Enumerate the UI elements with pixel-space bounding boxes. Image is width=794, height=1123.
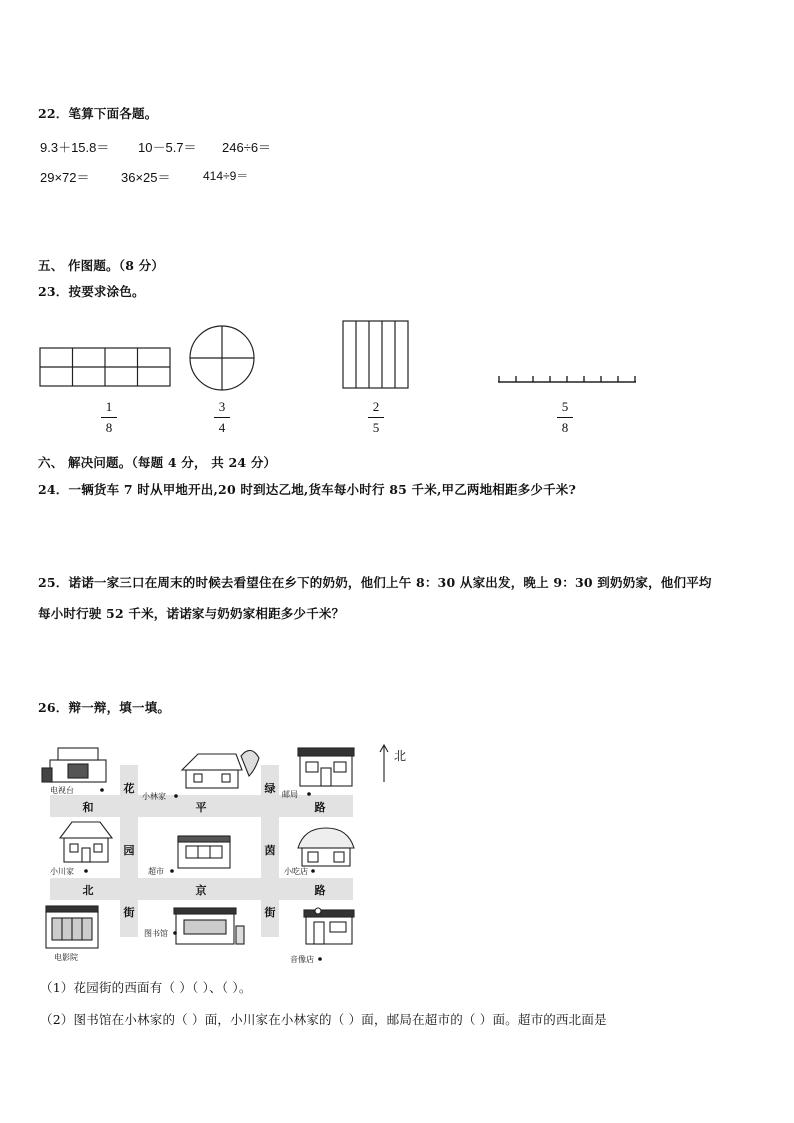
fraction-denominator: 4 (218, 420, 226, 435)
q22-expr-1: 9.3＋15.8＝ (40, 140, 110, 155)
q22-expr-5: 36×25＝ (121, 170, 171, 185)
street-label: 绿 (264, 782, 276, 795)
street-label: 街 (264, 906, 276, 919)
q26-sub-question-2: （2）图书馆在小林家的（ ）面，小川家在小林家的（ ）面，邮局在超市的（ ）面。超市的西北面是 (40, 1012, 607, 1027)
q24-text: 24．一辆货车 7 时从甲地开出,20 时到达乙地,货车每小时行 85 千米,甲乙两地相距多少千米? (38, 482, 577, 497)
q26-title: 26．辩一辩，填一填。 (38, 700, 171, 715)
xiaolin-home-building (182, 750, 259, 788)
fraction-denominator: 8 (105, 420, 113, 435)
fraction-numerator: 1 (105, 399, 113, 414)
road-label: 和 (82, 801, 94, 814)
q23-title: 23．按要求涂色。 (38, 284, 145, 299)
road-label: 北 (82, 884, 94, 897)
rectangle-eighths-shape (40, 348, 170, 386)
street-label: 街 (123, 906, 135, 919)
audio-video-store-building (304, 908, 354, 944)
post-office-building (298, 748, 354, 786)
street-map (36, 740, 416, 966)
q26-sub-question-1: （1）花园街的西面有（ ）（ ）、（ ）。 (40, 980, 252, 995)
fraction-bar (368, 417, 384, 418)
fraction-bar (557, 417, 573, 418)
fraction-numerator: 3 (218, 399, 226, 414)
q22-expr-3: 246÷6＝ (222, 140, 272, 155)
road-label: 京 (195, 884, 207, 897)
cinema-building (46, 906, 98, 948)
place-label-library: 图书馆 (144, 929, 168, 938)
fraction-two-fifths (366, 399, 386, 436)
fraction-bar (101, 417, 117, 418)
fraction-numerator: 5 (561, 399, 569, 414)
circle-quarters-shape (190, 326, 254, 390)
line-segment-eighths-shape (498, 376, 636, 382)
xiaochuan-home-building (60, 822, 112, 862)
fraction-denominator: 8 (561, 420, 569, 435)
section-5-title: 五、 作图题。（8 分） (38, 258, 165, 273)
fraction-three-quarters (212, 399, 232, 436)
fraction-numerator: 2 (372, 399, 380, 414)
place-label-xiaochuan-home: 小川家 (50, 867, 74, 876)
north-arrow-icon (380, 745, 388, 782)
place-label-xiaolin-home: 小林家 (142, 792, 166, 801)
road-label: 路 (314, 884, 326, 897)
section-6-title: 六、 解决问题。（每题 4 分， 共 24 分） (38, 455, 277, 470)
street-label: 茵 (264, 844, 276, 857)
place-label-tv-station: 电视台 (50, 786, 74, 795)
q23-shapes (38, 318, 642, 392)
supermarket-building (178, 836, 230, 868)
fraction-bar (214, 417, 230, 418)
place-label-audio-video-store: 音像店 (290, 955, 314, 964)
tv-station-building (42, 748, 106, 782)
street-label: 园 (123, 844, 135, 857)
place-label-cinema: 电影院 (54, 953, 78, 962)
rectangle-fifths-shape (343, 321, 408, 388)
place-label-post-office: 邮局 (282, 790, 298, 799)
place-label-snack-shop: 小吃店 (284, 867, 308, 876)
q22-expr-6: 414÷9＝ (203, 169, 249, 183)
street-label: 花 (123, 782, 135, 795)
road-label: 路 (314, 801, 326, 814)
north-label: 北 (394, 749, 407, 763)
fraction-denominator: 5 (372, 420, 380, 435)
fraction-one-eighth (99, 399, 119, 436)
road-label: 平 (195, 801, 207, 814)
library-building (174, 908, 244, 944)
q25-line-1: 25．诺诺一家三口在周末的时候去看望住在乡下的奶奶，他们上午 8：30 从家出发，晚上 9：30 到奶奶家，他们平均 (38, 575, 712, 590)
q22-expr-2: 10－5.7＝ (138, 140, 197, 155)
place-label-supermarket: 超市 (148, 867, 164, 876)
q25-line-2: 每小时行驶 52 千米，诺诺家与奶奶家相距多少千米？ (38, 606, 345, 621)
snack-shop-building (298, 828, 354, 866)
q22-title: 22．笔算下面各题。 (38, 106, 158, 121)
fraction-five-eighths (555, 399, 575, 436)
q22-expr-4: 29×72＝ (40, 170, 90, 185)
